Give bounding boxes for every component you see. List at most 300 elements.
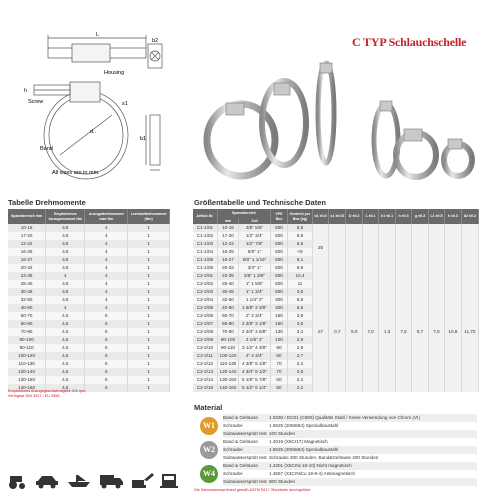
table-cell: 130-150 (8, 376, 46, 384)
table-cell: 4,5 (46, 368, 85, 376)
table-cell: 120-140 (8, 368, 46, 376)
table-cell: 100-120 (8, 352, 46, 360)
table-cell: C2-2/13 (193, 368, 217, 376)
table-cell: 1 (128, 272, 170, 280)
table-row (8, 336, 170, 344)
table-cell: 1 (128, 288, 170, 296)
table-cell: 4 (85, 232, 128, 240)
table-cell: 2 3/4" 3 5/8" (239, 328, 271, 336)
material-row (223, 470, 477, 478)
table-cell: 2 3/8" 3 1/8" (239, 320, 271, 328)
product-photo (196, 45, 486, 185)
table-cell: C2-2/12 (193, 360, 217, 368)
table-cell: 1 (128, 320, 170, 328)
table-cell: 2" 2 3/4" (239, 312, 271, 320)
table-cell: 160 (270, 320, 287, 328)
table-cell: 1 (128, 248, 170, 256)
table-cell: 60 (270, 376, 287, 384)
table-cell: C1-1/01 (193, 224, 217, 232)
merged-empty-cell (445, 224, 461, 272)
material-value: 1.5525 (20MnB4) Spezialbaustahl (269, 423, 339, 428)
merged-h1-bottom: 1,3 (379, 272, 395, 392)
table-cell: 600 (270, 232, 287, 240)
table-cell: 4 (85, 248, 128, 256)
material-value: Schraube 200 Stunden, Band&Gehäuse 400 Stunden (269, 455, 379, 460)
diagram-label-d: d.. (90, 129, 97, 135)
material-value: 1.0330 / DC01 (C590) Qualitäts Stahl / Keine Verwendung von Chrom (VI) (269, 415, 420, 420)
table-cell: 90-110 (8, 344, 46, 352)
application-icons (6, 470, 186, 492)
table-cell: 25-40 (217, 280, 238, 288)
diagram-label-housing: Housing (104, 70, 125, 76)
table-row (8, 312, 170, 320)
table-cell: C2-2/04 (193, 296, 217, 304)
size-header-d: D ±0.2 (346, 209, 362, 224)
table-cell: C2-2/08 (193, 328, 217, 336)
table-row (8, 248, 170, 256)
table-cell: 4 (85, 264, 128, 272)
table-cell: 20-32 (8, 264, 46, 272)
size-header-l: L ±0.1 (362, 209, 378, 224)
merged-empty-cell (362, 224, 378, 272)
table-cell: 3,5 (46, 256, 85, 264)
table-row (8, 344, 170, 352)
table-cell: 12-22 (217, 240, 238, 248)
table-cell: C2-2/10 (193, 344, 217, 352)
table-cell: 1 (128, 328, 170, 336)
table-cell: 60-80 (217, 320, 238, 328)
table-cell: 90-110 (217, 344, 238, 352)
table-cell: 3,5 (46, 288, 85, 296)
table-cell: 4 (85, 256, 128, 264)
table-cell: 4,5 (46, 344, 85, 352)
table-cell: 60-80 (8, 320, 46, 328)
table-cell: 3,5 (288, 320, 313, 328)
torque-header-recommended: Empfohlenes Anzugsmoment Nm (46, 209, 85, 224)
size-header-h: h ±0.3 (395, 209, 411, 224)
material-key: Salzwassersprüh test (223, 479, 267, 484)
table-cell: 5 (85, 344, 128, 352)
table-cell: 5 1/8" 5 7/8" (239, 376, 271, 384)
material-row (223, 438, 477, 446)
torque-header-range: Spannbereich mm (8, 209, 46, 224)
table-cell: 1/2" 7/8" (239, 240, 271, 248)
table-cell: 3,9 (288, 312, 313, 320)
table-cell: 11 (288, 280, 313, 288)
table-cell: 4 (85, 304, 128, 312)
table-cell: 3/8" 5/8" (239, 224, 271, 232)
merged-s1-bottom: 0,7 (329, 272, 346, 392)
table-cell: 90 (270, 344, 287, 352)
table-row (8, 288, 170, 296)
merged-h-bottom: 7,5 (395, 272, 411, 392)
table-cell: C2-2/07 (193, 320, 217, 328)
table-cell: 1 5/8" 2 3/8" (239, 304, 271, 312)
table-cell: 100 (270, 336, 287, 344)
table-cell: 16-27 (217, 256, 238, 264)
material-value: 1.4567 (X3CrNiCu 18-9-4) Antimagnetisch (269, 471, 356, 476)
table-cell: 17-20 (8, 232, 46, 240)
size-header-article: Artikel-Nr. (193, 209, 217, 224)
size-header-b1: b1 ±0.5 (312, 209, 328, 224)
table-cell: 1 (128, 344, 170, 352)
merged-empty-cell (346, 224, 362, 272)
table-cell: 70-90 (8, 328, 46, 336)
table-cell: 3 1/8" 4" (239, 336, 271, 344)
table-cell: 3 1/2" 4 3/8" (239, 344, 271, 352)
table-cell: C2-2/14 (193, 376, 217, 384)
table-cell: 4 (85, 224, 128, 232)
table-cell: C2-2/06 (193, 312, 217, 320)
table-cell: 16-25 (8, 248, 46, 256)
table-row (8, 328, 170, 336)
table-cell: 50-70 (217, 312, 238, 320)
material-key: Salzwassersprüh test (223, 431, 267, 436)
table-row (8, 368, 170, 376)
table-cell: C2-2/02 (193, 280, 217, 288)
boat-icon (68, 475, 90, 487)
table-cell: 9,1 (288, 256, 313, 264)
table-cell: 1 (128, 296, 170, 304)
merged-l1-bottom: 7,5 (428, 272, 444, 392)
table-cell: 5,8 (288, 296, 313, 304)
size-header-h1: h1 ±0.1 (379, 209, 395, 224)
table-cell: 3/4" 1" (239, 264, 271, 272)
table-cell: 5/8" 1 1/16" (239, 256, 271, 264)
merged-empty-cell (395, 224, 411, 272)
table-cell: 16-27 (8, 256, 46, 264)
table-cell: 32-50 (217, 296, 238, 304)
car-icon (36, 476, 58, 489)
table-cell: 3,5 (46, 248, 85, 256)
torque-note-speed: Empfohlenes Anzugsgeschwindigkeit 300 rpm. (8, 389, 87, 393)
merged-k-bottom: 10,8 (445, 272, 461, 392)
table-cell: 10-16 (8, 224, 46, 232)
table-cell: 23-35 (8, 272, 46, 280)
table-cell: C2-2/05 (193, 304, 217, 312)
diagram-label-h: h (24, 88, 28, 94)
table-cell: 160 (270, 312, 287, 320)
table-cell: 130-150 (217, 376, 238, 384)
table-cell: 1 (128, 304, 170, 312)
table-cell: 1 (128, 232, 170, 240)
tractor-icon (9, 476, 25, 489)
material-key: Schraube (223, 447, 243, 452)
material-key: Schraube (223, 423, 243, 428)
table-cell: 9,9 (288, 264, 313, 272)
table-cell: 20-32 (217, 264, 238, 272)
table-cell: C1-1/04 (193, 248, 217, 256)
table-row (8, 264, 170, 272)
table-cell: 1 (128, 240, 170, 248)
material-row (223, 478, 477, 486)
table-cell: 70 (270, 360, 287, 368)
table-cell: 5 (85, 368, 128, 376)
size-header-b2: b2 ±0.3 (461, 209, 478, 224)
table-cell: 4 (85, 280, 128, 288)
table-cell: 4,5 (46, 352, 85, 360)
diagram-note-sizes: All sizes are in mm. (52, 170, 100, 176)
table-cell: 5 (85, 328, 128, 336)
table-cell: 600 (270, 288, 287, 296)
table-cell: 4 (85, 240, 128, 248)
table-cell: 4,5 (46, 320, 85, 328)
table-cell: 600 (270, 240, 287, 248)
table-cell: 1/2" 3/4" (239, 232, 271, 240)
machine-icon (160, 474, 178, 488)
table-cell: 300 (270, 304, 287, 312)
material-value: 100 Stunden (269, 431, 296, 436)
table-cell: 4,5 (46, 328, 85, 336)
table-cell: 2,9 (288, 344, 313, 352)
torque-note-standard: Verfügbar DIN 3017 / EU 3968 (8, 394, 60, 398)
diagram-label-s1: s1 (122, 101, 128, 107)
size-header-group: Spannbereich (217, 209, 270, 218)
truck-icon (100, 475, 123, 489)
table-cell: 10-16 (217, 224, 238, 232)
table-cell: 1 (128, 384, 170, 392)
table-row (8, 240, 170, 248)
table-cell: 3,5 (46, 224, 85, 232)
diagram-label-screw: Screw (28, 99, 44, 105)
table-cell: 3,5 (46, 264, 85, 272)
torque-table-title: Tabelle Drehmomente (8, 198, 86, 207)
size-header-weight: Gewicht per Box (kg) (288, 209, 313, 224)
table-cell: 1 (128, 256, 170, 264)
table-cell: 140-160 (8, 384, 46, 392)
table-cell: 600 (270, 280, 287, 288)
size-header-mm: mm (217, 218, 238, 224)
table-cell: 1 1/4" 2" (239, 296, 271, 304)
table-cell: 70-90 (217, 328, 238, 336)
size-header-s1: s1 ±0.03 (329, 209, 346, 224)
merged-g-bottom: 9,7 (412, 272, 428, 392)
merged-l-bottom: 7,0 (362, 272, 378, 392)
table-cell: 2,7 (288, 352, 313, 360)
table-cell: 1" 1 3/4" (239, 288, 271, 296)
table-cell: 600 (270, 248, 287, 256)
excavator-icon (132, 473, 154, 488)
table-cell: 300 (270, 296, 287, 304)
material-title: Material (194, 403, 223, 412)
material-footnote: Die Salzwassersprühtest gemäß ASTM B117 Standards durchgeführt (194, 488, 311, 492)
table-row (193, 224, 479, 232)
table-cell: 4,5 (46, 336, 85, 344)
table-cell: 4,5 (46, 312, 85, 320)
table-cell: 5/8" 1" (239, 248, 271, 256)
table-cell: 10,4 (288, 272, 313, 280)
table-cell: 32-50 (8, 296, 46, 304)
table-cell: 1 (128, 368, 170, 376)
merged-empty-cell (412, 224, 428, 272)
size-header-l1: L1 ±0.5 (428, 209, 444, 224)
material-value: 1.4016 (X6Cr17) Magnetisch (269, 439, 328, 444)
table-row (193, 272, 479, 280)
table-cell: 80 (270, 352, 287, 360)
table-cell: 600 (270, 264, 287, 272)
table-cell: 5 (85, 360, 128, 368)
merged-b1-bottom: 27 (312, 272, 328, 392)
material-row (223, 414, 477, 422)
material-row (223, 446, 477, 454)
table-cell: 1 (128, 224, 170, 232)
table-cell: 3,5 (46, 280, 85, 288)
table-cell: 4 (85, 272, 128, 280)
size-table (193, 209, 479, 392)
table-cell: 3,5 (46, 296, 85, 304)
table-row (8, 376, 170, 384)
table-cell: 4" 4 3/4" (239, 352, 271, 360)
table-cell: 5 (85, 384, 128, 392)
table-cell: 120-140 (217, 368, 238, 376)
table-cell: 40-60 (217, 304, 238, 312)
table-cell: C2-2/01 (193, 272, 217, 280)
table-cell: C2-2/03 (193, 288, 217, 296)
table-cell: 130 (270, 328, 287, 336)
table-cell: 3,5 (288, 288, 313, 296)
table-cell: 1 (128, 360, 170, 368)
merged-b2-bottom: 11,70 (461, 272, 478, 392)
table-row (8, 296, 170, 304)
table-cell: 4 (85, 296, 128, 304)
size-header-g: g ±0.3 (412, 209, 428, 224)
table-cell: 16-25 (217, 248, 238, 256)
torque-table (8, 209, 170, 392)
table-row (8, 304, 170, 312)
merged-d-bottom: 9,0 (346, 272, 362, 392)
table-row (8, 280, 170, 288)
size-header-zoll: Zoll (239, 218, 271, 224)
material-key: Band & Gehäuse (223, 439, 258, 444)
w2-badge: W2 (200, 441, 218, 459)
table-cell: 4 (46, 304, 85, 312)
table-cell: 50-70 (8, 312, 46, 320)
material-key: Band & Gehäuse (223, 415, 258, 420)
table-row (8, 360, 170, 368)
material-value: 1.5525 (20MnB4) Spezialbaustahl (269, 447, 339, 452)
table-cell: 4,5 (46, 376, 85, 384)
merged-empty-cell (428, 224, 444, 272)
table-cell: 30-45 (217, 288, 238, 296)
table-cell: 2,4 (288, 360, 313, 368)
table-cell: 4,5 (46, 384, 85, 392)
table-cell: 25-40 (8, 280, 46, 288)
table-cell: 5 (85, 376, 128, 384)
table-cell: C1-1/06 (193, 264, 217, 272)
table-cell: 8,6 (288, 240, 313, 248)
table-cell: 2,4 (288, 376, 313, 384)
table-cell: 1 (128, 312, 170, 320)
table-cell: 600 (270, 256, 287, 264)
material-key: Salzwassersprüh test (223, 455, 267, 460)
table-cell: 12-22 (8, 240, 46, 248)
material-row (223, 422, 477, 430)
material-row (223, 430, 477, 438)
table-cell: C1-1/05 (193, 256, 217, 264)
page-title: C TYP Schlauchschelle (352, 35, 467, 49)
table-cell: 110-130 (8, 360, 46, 368)
table-cell: 600 (270, 272, 287, 280)
table-cell: 5 (85, 312, 128, 320)
table-cell: 2,2 (288, 384, 313, 392)
table-cell: 4,5 (46, 360, 85, 368)
table-cell: 1 (128, 336, 170, 344)
table-row (8, 272, 170, 280)
table-row (8, 352, 170, 360)
size-header-k: k ±0.3 (445, 209, 461, 224)
table-cell: 140-160 (217, 384, 238, 392)
size-table-title: Größentabelle und Technische Daten (194, 198, 326, 207)
diagram-label-l: L (96, 32, 100, 38)
table-cell: 3/8" 1 3/8" (239, 272, 271, 280)
table-cell: 23-35 (217, 272, 238, 280)
diagram-label-b2: b2 (152, 38, 159, 44)
table-cell: C2-2/09 (193, 336, 217, 344)
table-cell: 4 3/8" 5 1/8" (239, 360, 271, 368)
material-row (223, 454, 477, 462)
material-key: Schraube (223, 471, 243, 476)
w1-badge: W1 (200, 417, 218, 435)
table-cell: 70 (270, 368, 287, 376)
table-cell: 110-130 (217, 360, 238, 368)
table-cell: 4 3/4" 5 1/2" (239, 368, 271, 376)
table-cell: 80-100 (217, 336, 238, 344)
table-cell: 2,9 (288, 336, 313, 344)
table-cell: 8,5 (288, 224, 313, 232)
torque-header-idle: Leerlaufdrehmoment (Nm) (128, 209, 170, 224)
merged-empty-cell (461, 224, 478, 272)
table-cell: 3,5 (46, 240, 85, 248)
table-cell: 5 (85, 336, 128, 344)
table-cell: 5 (85, 352, 128, 360)
table-cell: 2,6 (288, 368, 313, 376)
table-cell: 17-20 (217, 232, 238, 240)
diagram-label-b1: b1 (140, 136, 147, 142)
table-cell: 5 (85, 320, 128, 328)
table-row (8, 224, 170, 232)
table-cell: C2-2/11 (193, 352, 217, 360)
table-cell: 100-120 (217, 352, 238, 360)
material-value: 800 Stunden (269, 479, 296, 484)
table-cell: 3,4 (288, 328, 313, 336)
merged-empty-cell (379, 224, 395, 272)
material-row (223, 462, 477, 470)
table-cell: 80-100 (8, 336, 46, 344)
table-cell: 1 (128, 264, 170, 272)
table-cell: C1-1/03 (193, 240, 217, 248)
table-cell: 50 (270, 384, 287, 392)
table-cell: <9 (288, 248, 313, 256)
table-cell: 8,8 (288, 232, 313, 240)
table-cell: 1" 1 5/8" (239, 280, 271, 288)
diagram-label-band: Band (40, 146, 53, 152)
merged-b1-top: 25 (312, 224, 328, 272)
table-row (8, 256, 170, 264)
table-cell: 3,5 (46, 232, 85, 240)
table-cell: 1 (128, 280, 170, 288)
w4-badge: W4 (200, 465, 218, 483)
table-cell: C2-2/15 (193, 384, 217, 392)
table-cell: 4 (46, 272, 85, 280)
table-cell: 5 1/2" 6 1/4" (239, 384, 271, 392)
table-cell: 1 (128, 352, 170, 360)
table-row (8, 320, 170, 328)
table-cell: C1-1/02 (193, 232, 217, 240)
torque-header-max: Anzugsdrehmoment max Nm (85, 209, 128, 224)
table-row (8, 232, 170, 240)
table-cell: 600 (270, 224, 287, 232)
material-key: Band & Gehäuse (223, 463, 258, 468)
